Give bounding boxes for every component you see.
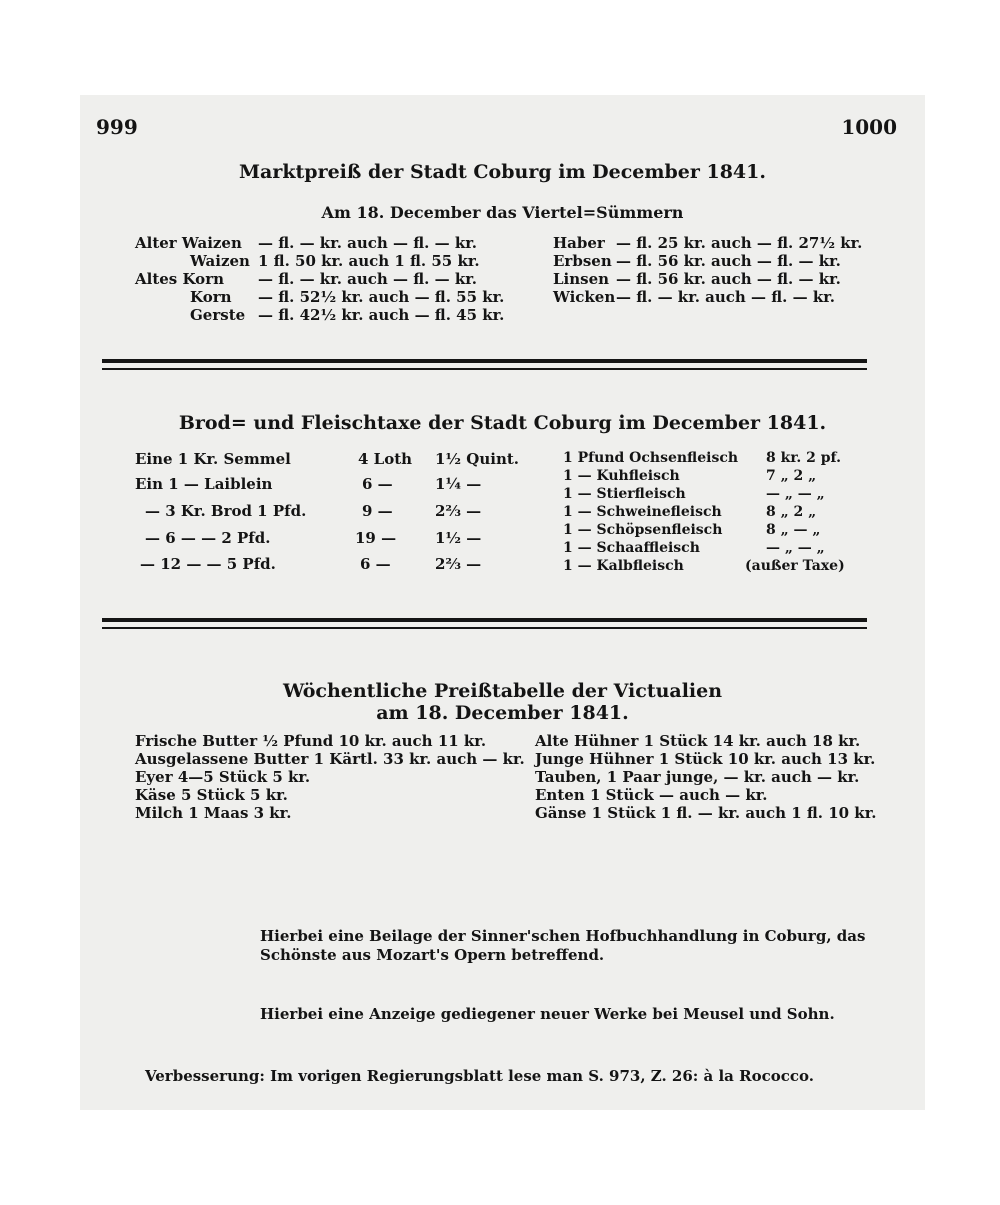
market-row-name: Erbsen [553, 252, 612, 270]
bread-row-item: — 3 Kr. Brod 1 Pfd. [145, 502, 307, 520]
section-rule [102, 627, 867, 629]
bread-row-quint: 1½ Quint. [435, 450, 520, 468]
bread-row-loth: 6 — [362, 475, 393, 493]
market-row-price: — fl. 25 kr. auch — fl. 27½ kr. [616, 234, 863, 252]
bread-row-loth: 19 — [355, 529, 397, 547]
victual-row: Alte Hühner 1 Stück 14 kr. auch 18 kr. [535, 732, 861, 750]
market-row-price: — fl. — kr. auch — fl. — kr. [616, 288, 835, 306]
meat-row-price: (außer Taxe) [745, 558, 845, 574]
bread-row-loth: 4 Loth [358, 450, 413, 468]
bread-row-quint: 2⅔ — [435, 502, 482, 520]
beilage-notice-line2: Schönste aus Mozart's Opern betreffend. [260, 946, 605, 964]
meat-row-price: — „ — „ [766, 486, 825, 502]
meat-row-item: 1 — Kuhfleisch [563, 468, 680, 484]
market-row-price: — fl. 42½ kr. auch — fl. 45 kr. [258, 306, 505, 324]
victual-row: Junge Hühner 1 Stück 10 kr. auch 13 kr. [535, 750, 876, 768]
market-row-name: Haber [553, 234, 605, 252]
bread-row-quint: 2⅔ — [435, 555, 482, 573]
market-row-name: Altes Korn [135, 270, 224, 288]
beilage-notice-line1: Hierbei eine Beilage der Sinner'schen Hofbuchhandlung in Coburg, das [260, 927, 866, 945]
market-row-price: — fl. 56 kr. auch — fl. — kr. [616, 252, 841, 270]
market-row-name: Waizen [190, 252, 250, 270]
meat-row-item: 1 — Schaaffleisch [563, 540, 700, 556]
bread-row-quint: 1¼ — [435, 475, 482, 493]
section-rule [102, 618, 867, 622]
market-subtitle: Am 18. December das Viertel=Sümmern [321, 203, 684, 222]
victual-row: Gänse 1 Stück 1 fl. — kr. auch 1 fl. 10 kr. [535, 804, 877, 822]
market-row-price: — fl. 56 kr. auch — fl. — kr. [616, 270, 841, 288]
meat-row-price: 7 „ 2 „ [766, 468, 817, 484]
market-row-price: 1 fl. 50 kr. auch 1 fl. 55 kr. [258, 252, 480, 270]
meat-row-item: 1 Pfund Ochsenfleisch [563, 450, 739, 466]
anzeige-notice: Hierbei eine Anzeige gediegener neuer Werke bei Meusel und Sohn. [260, 1005, 835, 1023]
page-number-right: 1000 [841, 115, 897, 139]
tax-title: Brod= und Fleischtaxe der Stadt Coburg im December 1841. [178, 412, 827, 434]
victual-row: Käse 5 Stück 5 kr. [135, 786, 288, 804]
market-row-price: — fl. — kr. auch — fl. — kr. [258, 234, 477, 252]
weekly-date: am 18. December 1841. [376, 702, 629, 724]
section-rule [102, 368, 867, 370]
victual-row: Enten 1 Stück — auch — kr. [535, 786, 768, 804]
bread-row-loth: 6 — [360, 555, 391, 573]
market-row-name: Korn [190, 288, 232, 306]
meat-row-price: 8 „ 2 „ [766, 504, 817, 520]
bread-row-item: Eine 1 Kr. Semmel [135, 450, 291, 468]
market-row-name: Gerste [190, 306, 246, 324]
meat-row-item: 1 — Schöpsenfleisch [563, 522, 723, 538]
meat-row-item: 1 — Schweinefleisch [563, 504, 722, 520]
victual-row: Milch 1 Maas 3 kr. [135, 804, 292, 822]
market-row-price: — fl. 52½ kr. auch — fl. 55 kr. [258, 288, 505, 306]
verbesserung-notice: Verbesserung: Im vorigen Regierungsblatt lese man S. 973, Z. 26: à la Rococco. [145, 1067, 814, 1085]
weekly-title: Wöchentliche Preißtabelle der Victualien [282, 680, 723, 702]
bread-row-item: — 6 — — 2 Pfd. [145, 529, 271, 547]
victual-row: Eyer 4—5 Stück 5 kr. [135, 768, 311, 786]
market-row-name: Wicken [553, 288, 616, 306]
meat-row-price: 8 „ — „ [766, 522, 821, 538]
victual-row: Tauben, 1 Paar junge, — kr. auch — kr. [535, 768, 860, 786]
market-title: Marktpreiß der Stadt Coburg im December 1841. [239, 161, 766, 183]
meat-row-price: 8 kr. 2 pf. [766, 450, 841, 466]
scanned-page [80, 95, 925, 1110]
bread-row-quint: 1½ — [435, 529, 482, 547]
victual-row: Frische Butter ½ Pfund 10 kr. auch 11 kr. [135, 732, 487, 750]
meat-row-item: 1 — Stierfleisch [563, 486, 686, 502]
victual-row: Ausgelassene Butter 1 Kärtl. 33 kr. auch — kr. [135, 750, 525, 768]
bread-row-item: — 12 — — 5 Pfd. [140, 555, 276, 573]
market-row-price: — fl. — kr. auch — fl. — kr. [258, 270, 477, 288]
bread-row-item: Ein 1 — Laiblein [135, 475, 273, 493]
page-number-left: 999 [96, 115, 138, 139]
bread-row-loth: 9 — [362, 502, 393, 520]
market-row-name: Linsen [553, 270, 610, 288]
section-rule [102, 359, 867, 363]
meat-row-price: — „ — „ [766, 540, 825, 556]
meat-row-item: 1 — Kalbfleisch [563, 558, 684, 574]
market-row-name: Alter Waizen [135, 234, 242, 252]
